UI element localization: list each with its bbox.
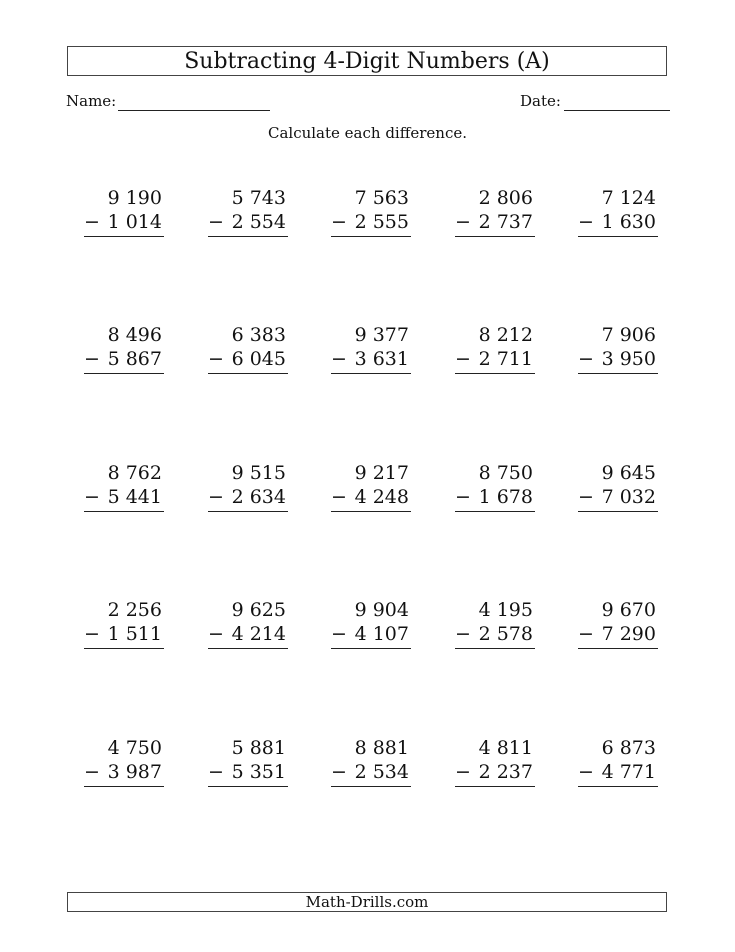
subtrahend-row: [455, 347, 535, 371]
answer-line[interactable]: [208, 648, 288, 649]
minuend: 4 750: [107, 737, 162, 759]
subtrahend-row: [455, 760, 535, 784]
subtrahend-row: [208, 622, 288, 646]
minuend: 7 563: [354, 187, 409, 209]
subtrahend-row: [578, 347, 658, 371]
problem: [455, 598, 535, 649]
problem: [208, 598, 288, 649]
subtrahend: 1 511: [107, 623, 162, 645]
problem: [331, 323, 411, 374]
answer-line[interactable]: [578, 511, 658, 512]
subtrahend: 2 634: [231, 486, 286, 508]
answer-line[interactable]: [455, 648, 535, 649]
answer-line[interactable]: [455, 236, 535, 237]
minuend: 8 881: [354, 737, 409, 759]
minuend: 5 881: [231, 737, 286, 759]
problem: [578, 736, 658, 787]
problem: [84, 461, 164, 512]
subtrahend-row: [208, 210, 288, 234]
minuend: 9 377: [354, 324, 409, 346]
problem: [578, 323, 658, 374]
subtrahend: 2 555: [354, 211, 409, 233]
problem: [455, 323, 535, 374]
problem: [208, 461, 288, 512]
minuend: 9 904: [354, 599, 409, 621]
subtrahend: 4 107: [354, 623, 409, 645]
minuend: 2 806: [478, 187, 533, 209]
date-label: Date:: [520, 92, 561, 110]
subtrahend: 5 351: [231, 761, 286, 783]
problem: [578, 461, 658, 512]
problem: [455, 186, 535, 237]
subtrahend: 2 711: [478, 348, 533, 370]
answer-line[interactable]: [578, 373, 658, 374]
answer-line[interactable]: [84, 511, 164, 512]
subtrahend: 2 237: [478, 761, 533, 783]
problem: [208, 186, 288, 237]
problem: [331, 461, 411, 512]
subtrahend-row: [208, 347, 288, 371]
answer-line[interactable]: [331, 648, 411, 649]
minuend: 4 811: [478, 737, 533, 759]
minus-sign: −: [578, 486, 594, 508]
minus-sign: −: [331, 211, 347, 233]
problem: [331, 736, 411, 787]
footer-credit: Math-Drills.com: [67, 892, 667, 912]
minuend: 9 217: [354, 462, 409, 484]
subtrahend: 1 630: [601, 211, 656, 233]
answer-line[interactable]: [455, 373, 535, 374]
answer-line[interactable]: [331, 373, 411, 374]
subtrahend: 2 534: [354, 761, 409, 783]
answer-line[interactable]: [578, 236, 658, 237]
answer-line[interactable]: [578, 648, 658, 649]
answer-line[interactable]: [455, 786, 535, 787]
problem: [208, 736, 288, 787]
answer-line[interactable]: [331, 786, 411, 787]
subtrahend: 4 771: [601, 761, 656, 783]
minus-sign: −: [84, 211, 100, 233]
problem: [455, 736, 535, 787]
subtrahend-row: [578, 760, 658, 784]
problem: [578, 598, 658, 649]
minus-sign: −: [84, 486, 100, 508]
minus-sign: −: [578, 211, 594, 233]
minuend: 8 750: [478, 462, 533, 484]
minuend: 8 212: [478, 324, 533, 346]
subtrahend-row: [84, 347, 164, 371]
minus-sign: −: [208, 211, 224, 233]
subtrahend: 2 554: [231, 211, 286, 233]
problem: [331, 598, 411, 649]
problem: [84, 323, 164, 374]
subtrahend-row: [455, 485, 535, 509]
minus-sign: −: [578, 623, 594, 645]
answer-line[interactable]: [455, 511, 535, 512]
subtrahend: 2 737: [478, 211, 533, 233]
subtrahend-row: [208, 485, 288, 509]
minuend: 6 873: [601, 737, 656, 759]
minus-sign: −: [331, 623, 347, 645]
answer-line[interactable]: [331, 511, 411, 512]
minus-sign: −: [84, 348, 100, 370]
minus-sign: −: [208, 348, 224, 370]
subtrahend: 3 987: [107, 761, 162, 783]
minuend: 9 645: [601, 462, 656, 484]
minus-sign: −: [455, 761, 471, 783]
subtrahend: 7 032: [601, 486, 656, 508]
problem: [84, 186, 164, 237]
subtrahend-row: [578, 485, 658, 509]
subtrahend: 1 014: [107, 211, 162, 233]
problem: [84, 736, 164, 787]
answer-line[interactable]: [331, 236, 411, 237]
minuend: 8 496: [107, 324, 162, 346]
subtrahend-row: [455, 210, 535, 234]
problem: [331, 186, 411, 237]
minuend: 2 256: [107, 599, 162, 621]
subtrahend: 3 631: [354, 348, 409, 370]
subtrahend-row: [84, 760, 164, 784]
subtrahend: 6 045: [231, 348, 286, 370]
minuend: 7 906: [601, 324, 656, 346]
subtrahend: 7 290: [601, 623, 656, 645]
minus-sign: −: [455, 348, 471, 370]
minuend: 7 124: [601, 187, 656, 209]
instructions: Calculate each difference.: [267, 124, 468, 142]
answer-line[interactable]: [84, 373, 164, 374]
subtrahend-row: [331, 760, 411, 784]
answer-line[interactable]: [84, 648, 164, 649]
minus-sign: −: [208, 761, 224, 783]
subtrahend-row: [455, 622, 535, 646]
minus-sign: −: [578, 348, 594, 370]
minuend: 9 670: [601, 599, 656, 621]
subtrahend-row: [331, 622, 411, 646]
minus-sign: −: [331, 761, 347, 783]
subtrahend: 1 678: [478, 486, 533, 508]
answer-line[interactable]: [208, 236, 288, 237]
minus-sign: −: [331, 348, 347, 370]
minus-sign: −: [84, 623, 100, 645]
subtrahend-row: [84, 210, 164, 234]
answer-line[interactable]: [84, 786, 164, 787]
minus-sign: −: [84, 761, 100, 783]
answer-line[interactable]: [578, 786, 658, 787]
subtrahend-row: [331, 347, 411, 371]
answer-line[interactable]: [84, 236, 164, 237]
minus-sign: −: [208, 486, 224, 508]
worksheet-title: Subtracting 4-Digit Numbers (A): [67, 46, 667, 76]
subtrahend-row: [578, 210, 658, 234]
problem: [578, 186, 658, 237]
minus-sign: −: [455, 211, 471, 233]
subtrahend: 4 248: [354, 486, 409, 508]
subtrahend-row: [84, 622, 164, 646]
subtrahend-row: [208, 760, 288, 784]
minuend: 9 625: [231, 599, 286, 621]
minus-sign: −: [455, 623, 471, 645]
minus-sign: −: [578, 761, 594, 783]
subtrahend: 5 441: [107, 486, 162, 508]
subtrahend-row: [578, 622, 658, 646]
name-label: Name:: [66, 92, 117, 110]
problem: [208, 323, 288, 374]
subtrahend-row: [84, 485, 164, 509]
minuend: 6 383: [231, 324, 286, 346]
problem: [84, 598, 164, 649]
answer-line[interactable]: [208, 511, 288, 512]
minus-sign: −: [208, 623, 224, 645]
answer-line[interactable]: [208, 373, 288, 374]
problem: [455, 461, 535, 512]
minus-sign: −: [455, 486, 471, 508]
subtrahend-row: [331, 210, 411, 234]
subtrahend-row: [331, 485, 411, 509]
subtrahend: 3 950: [601, 348, 656, 370]
minuend: 8 762: [107, 462, 162, 484]
subtrahend: 5 867: [107, 348, 162, 370]
answer-line[interactable]: [208, 786, 288, 787]
minus-sign: −: [331, 486, 347, 508]
minuend: 5 743: [231, 187, 286, 209]
minuend: 9 515: [231, 462, 286, 484]
subtrahend: 2 578: [478, 623, 533, 645]
subtrahend: 4 214: [231, 623, 286, 645]
minuend: 4 195: [478, 599, 533, 621]
minuend: 9 190: [107, 187, 162, 209]
